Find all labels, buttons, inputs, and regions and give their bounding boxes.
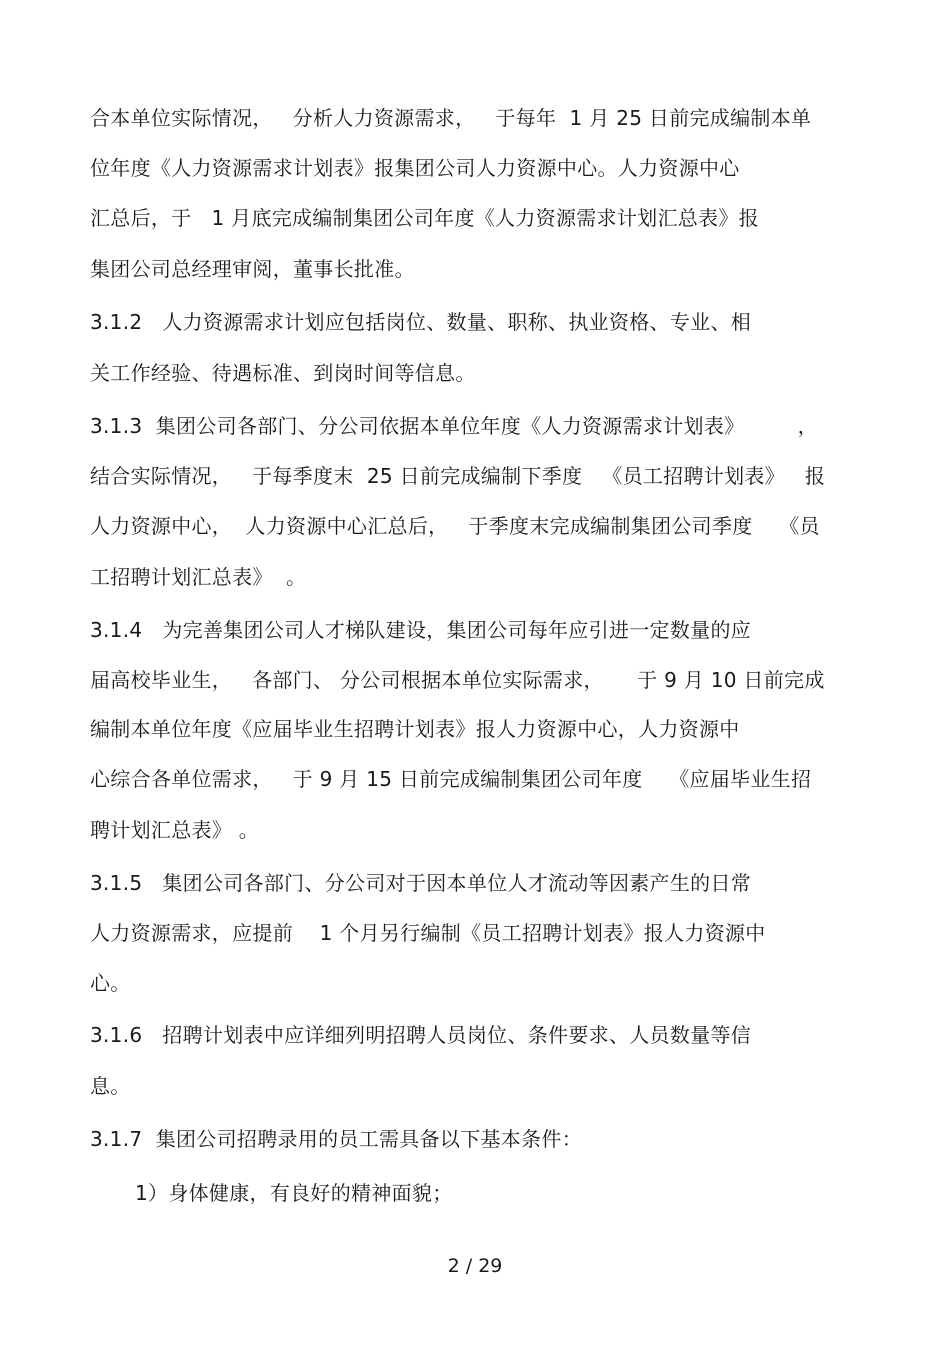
- text-line: 3.1.2 人力资源需求计划应包括岗位、数量、职称、执业资格、专业、相: [90, 310, 752, 334]
- text-line: 心。: [90, 971, 131, 995]
- text-line: 3.1.4 为完善集团公司人才梯队建设，集团公司每年应引进一定数量的应: [90, 618, 752, 642]
- text-line: 聘计划汇总表》 。: [90, 818, 260, 842]
- page-number: 2 / 29: [447, 1255, 503, 1277]
- text-line: 关工作经验、待遇标准、到岗时间等信息。: [90, 361, 476, 385]
- text-line: 合本单位实际情况， 分析人力资源需求， 于每年 1 月 25 日前完成编制本单: [90, 106, 812, 130]
- text-line: 编制本单位年度《应届毕业生招聘计划表》报人力资源中心，人力资源中: [90, 717, 740, 741]
- text-line: 息。: [90, 1074, 131, 1098]
- text-line: 人力资源中心， 人力资源中心汇总后， 于季度末完成编制集团公司季度 《员: [90, 514, 820, 538]
- list-item: 1）身体健康，有良好的精神面貌；: [135, 1181, 453, 1205]
- text-line: 3.1.7 集团公司招聘录用的员工需具备以下基本条件：: [90, 1127, 583, 1151]
- text-line: 结合实际情况， 于每季度末 25 日前完成编制下季度 《员工招聘计划表》 报: [90, 464, 826, 488]
- text-line: 集团公司总经理审阅，董事长批准。: [90, 257, 415, 281]
- text-line: 人力资源需求，应提前 1 个月另行编制《员工招聘计划表》报人力资源中: [90, 921, 766, 945]
- text-line: 工招聘计划汇总表》 。: [90, 565, 307, 589]
- text-line: 汇总后，于 1 月底完成编制集团公司年度《人力资源需求计划汇总表》报: [90, 206, 759, 230]
- text-line: 3.1.3 集团公司各部门、分公司依据本单位年度《人力资源需求计划表》 ，: [90, 414, 818, 438]
- text-line: 届高校毕业生， 各部门、 分公司根据本单位实际需求， 于 9 月 10 日前完成: [90, 668, 825, 692]
- text-line: 位年度《人力资源需求计划表》报集团公司人力资源中心。人力资源中心: [90, 156, 740, 180]
- text-line: 3.1.5 集团公司各部门、分公司对于因本单位人才流动等因素产生的日常: [90, 871, 752, 895]
- text-line: 3.1.6 招聘计划表中应详细列明招聘人员岗位、条件要求、人员数量等信: [90, 1023, 752, 1047]
- text-line: 心综合各单位需求， 于 9 月 15 日前完成编制集团公司年度 《应届毕业生招: [90, 767, 812, 791]
